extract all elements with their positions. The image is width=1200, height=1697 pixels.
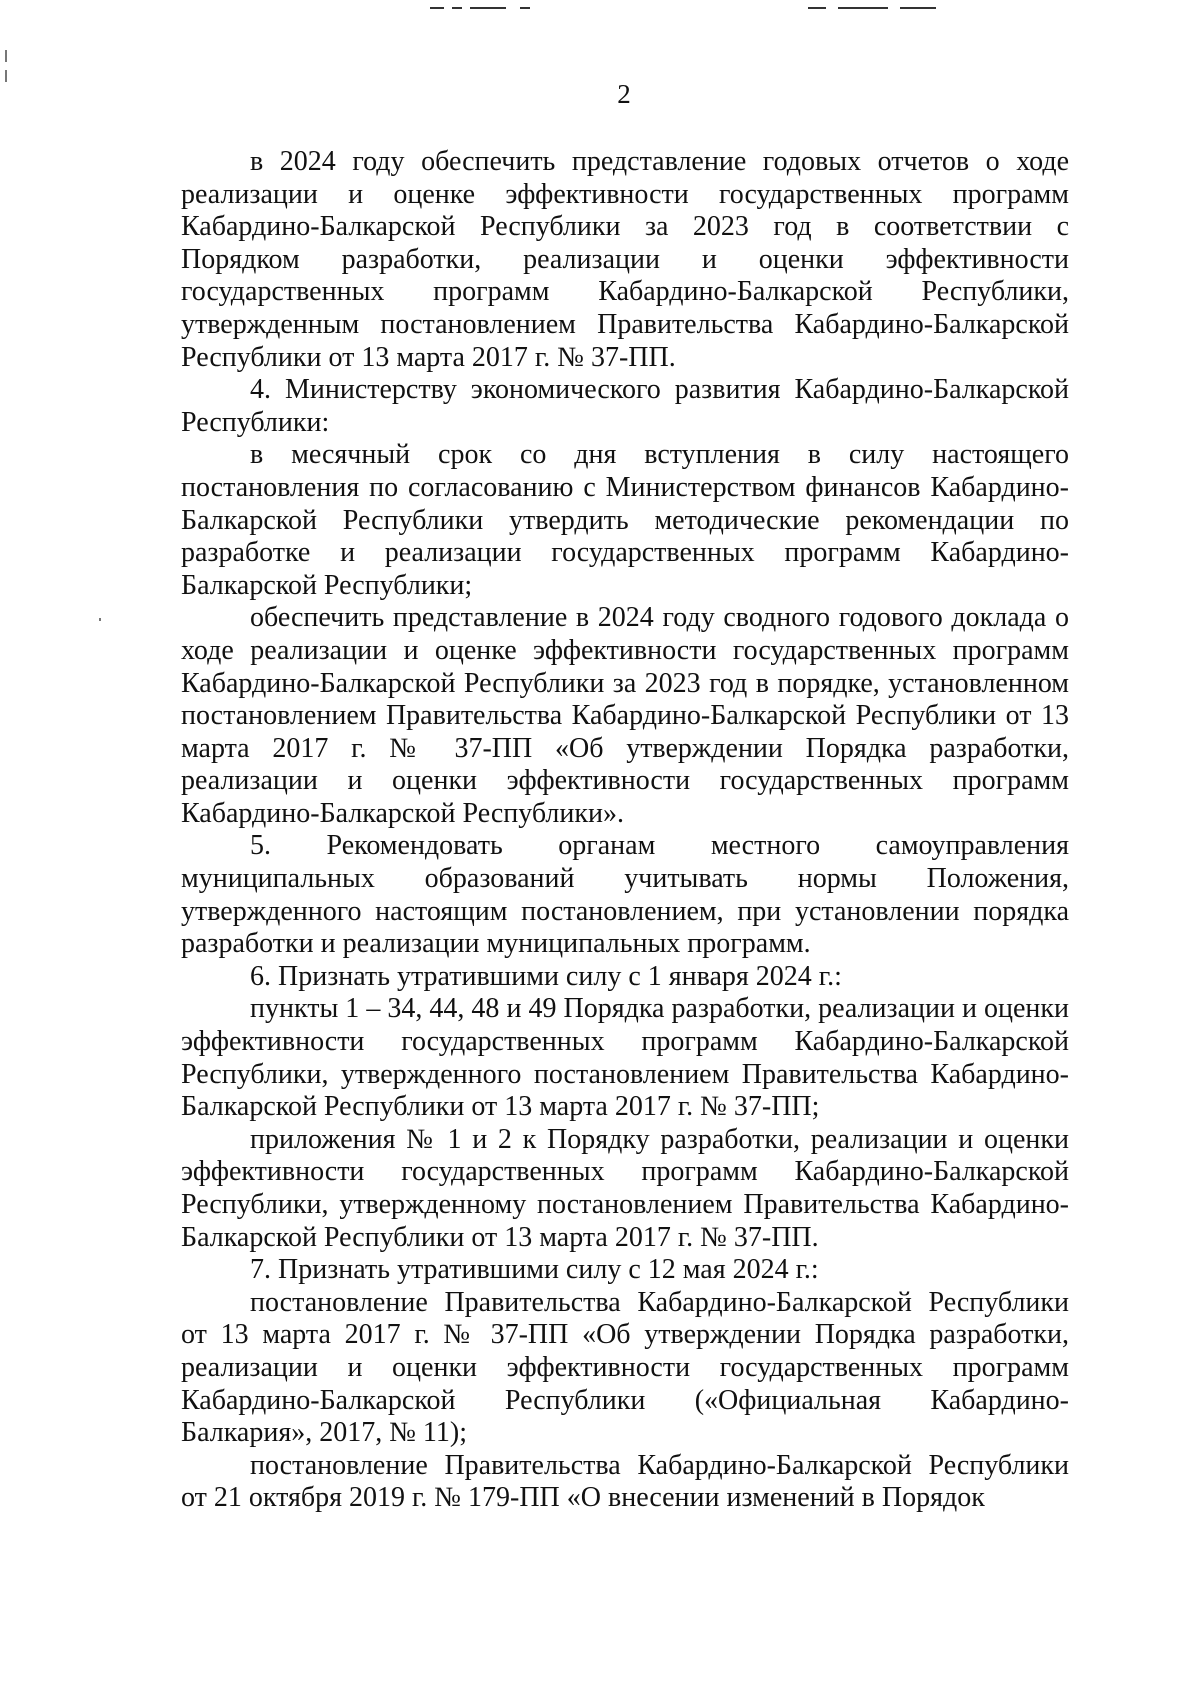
scan-artifact bbox=[838, 7, 888, 9]
page-number: 2 bbox=[617, 79, 631, 109]
paragraph: постановление Правительства Кабардино-Балкарской Республики от 21 октября 2019 г. № 179-ПП «О внесении изменений в Порядок bbox=[181, 1449, 1069, 1514]
document-body bbox=[181, 146, 1069, 1515]
scan-artifact bbox=[430, 7, 444, 9]
scan-artifact bbox=[99, 618, 101, 621]
scan-artifact bbox=[470, 7, 506, 9]
paragraph: постановление Правительства Кабардино-Балкарской Республики от 13 марта 2017 г. № 37-ПП «Об утверждении Порядка разработки, реализации и оценки эффективности государственных программ Кабардино-Балкарской Республики («Официальная Кабардино-Балкария», 2017, № 11); bbox=[181, 1286, 1069, 1449]
scan-artifact bbox=[5, 50, 7, 62]
paragraph: обеспечить представление в 2024 году сводного годового доклада о ходе реализации и оценке эффективности государственных программ Кабардино-Балкарской Республики за 2023 год в порядке, установленном постановлением Правительства Кабардино-Балкарской Республики от 13 марта 2017 г. № 37-ПП «Об утверждении Порядка разработки, реализации и оценки эффективности государственных программ Кабардино-Балкарской Республики». bbox=[181, 602, 1069, 829]
paragraph: приложения № 1 и 2 к Порядку разработки, реализации и оценки эффективности государственных программ Кабардино-Балкарской Республики, утвержденному постановлением Правительства Кабардино-Балкарской Республики от 13 марта 2017 г. № 37-ПП. bbox=[181, 1123, 1069, 1253]
scan-artifact bbox=[900, 7, 936, 9]
scan-artifact bbox=[808, 7, 826, 9]
scan-artifact bbox=[452, 7, 462, 9]
paragraph: 5. Рекомендовать органам местного самоуправления муниципальных образований учитывать нормы Положения, утвержденного настоящим постановлением, при установлении порядка разработки и реализации муниципальных программ. bbox=[181, 830, 1069, 960]
paragraph: 4. Министерству экономического развития Кабардино-Балкарской Республики: bbox=[181, 374, 1069, 438]
paragraph: 6. Признать утратившими силу с 1 января 2024 г.: bbox=[250, 960, 842, 992]
paragraph: пункты 1 – 34, 44, 48 и 49 Порядка разработки, реализации и оценки эффективности государственных программ Кабардино-Балкарской Республики, утвержденного постановлением Правительства Кабардино-Балкарской Республики от 13 марта 2017 г. № 37-ПП; bbox=[181, 993, 1069, 1123]
scan-artifact bbox=[520, 7, 530, 9]
paragraph: в месячный срок со дня вступления в силу настоящего постановления по согласованию с Министерством финансов Кабардино-Балкарской Республики утвердить методические рекомендации по разработке и реализации государственных программ Кабардино-Балкарской Республики; bbox=[181, 439, 1069, 601]
paragraph: 7. Признать утратившими силу с 12 мая 2024 г.: bbox=[250, 1254, 819, 1286]
paragraph: в 2024 году обеспечить представление годовых отчетов о ходе реализации и оценке эффективности государственных программ Кабардино-Балкарской Республики за 2023 год в соответствии с Порядком разработки, реализации и оценки эффективности государственных программ Кабардино-Балкарской Республики, утвержденным постановлением Правительства Кабардино-Балкарской Республики от 13 марта 2017 г. № 37-ПП. bbox=[181, 146, 1069, 373]
